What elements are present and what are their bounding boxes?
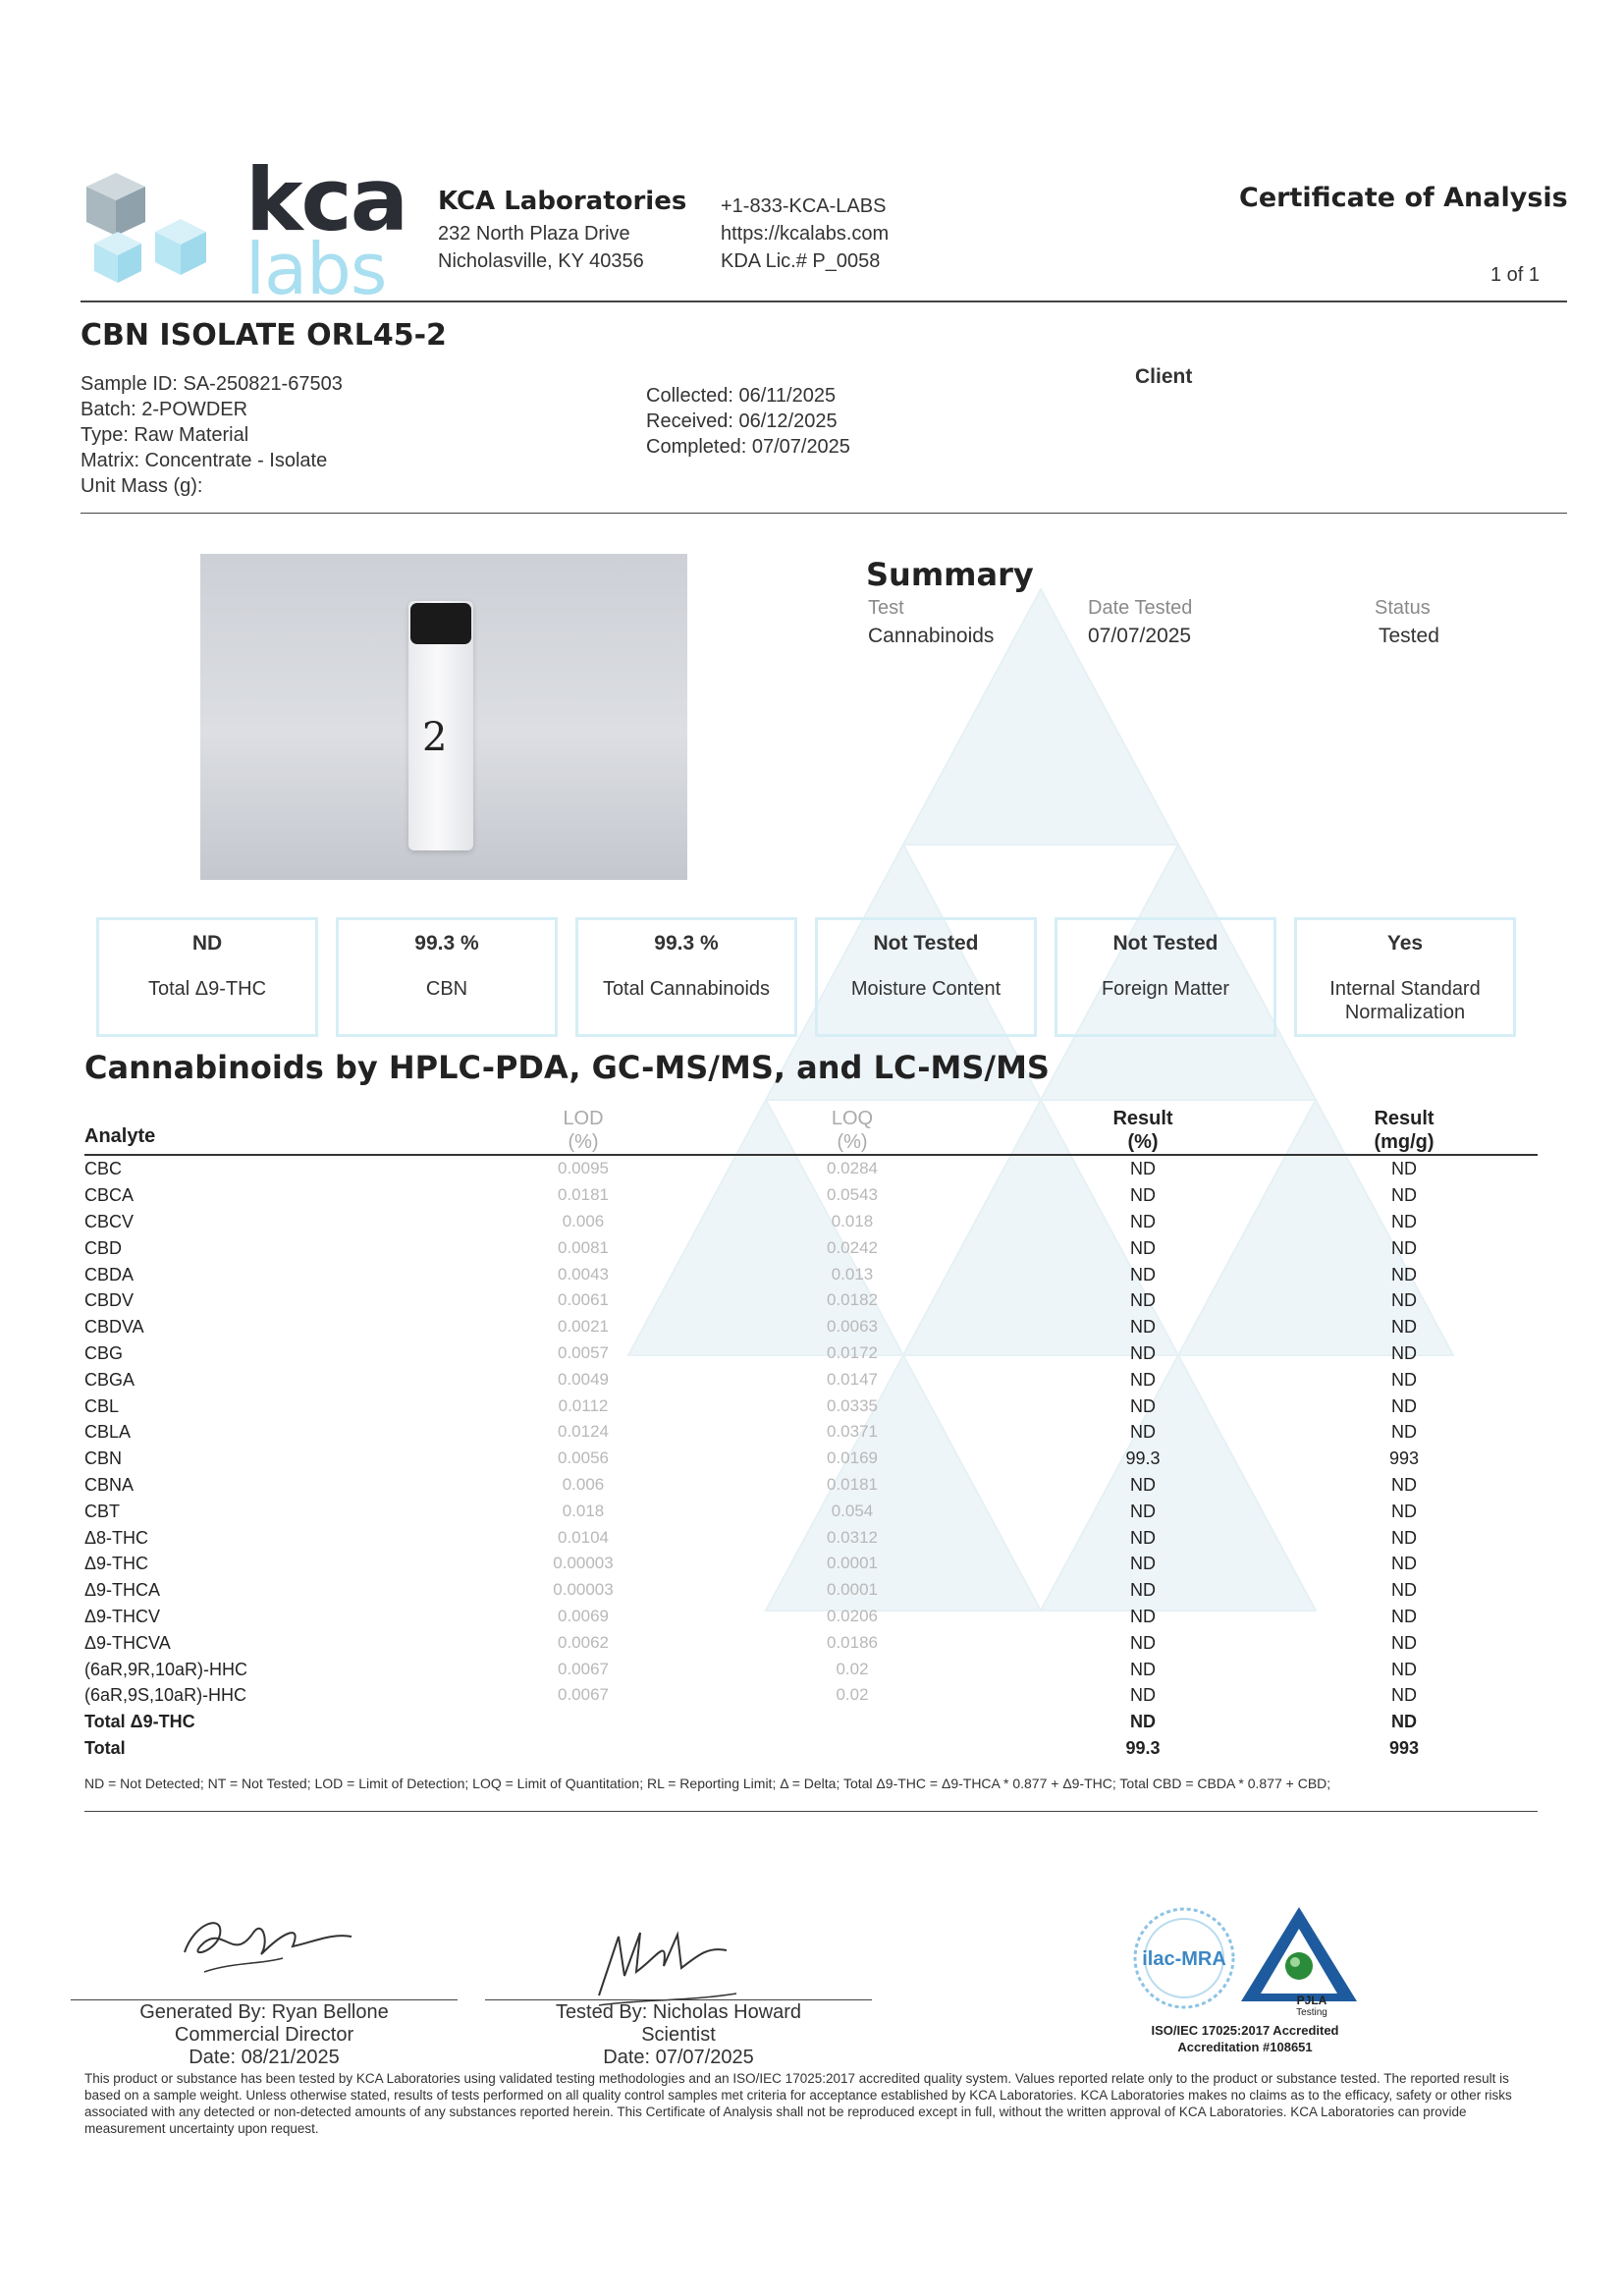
analyte-cell: Δ9-THC bbox=[84, 1554, 149, 1574]
result-box-internal-standard bbox=[1294, 917, 1516, 1037]
result-pct-cell: ND bbox=[1130, 1580, 1156, 1601]
analyte-cell: Δ9-THCVA bbox=[84, 1632, 171, 1653]
result-pct-cell: ND bbox=[1130, 1317, 1156, 1338]
table-row bbox=[84, 1340, 1538, 1367]
loq-cell: 0.0242 bbox=[827, 1237, 878, 1257]
lab-name: KCA Laboratories bbox=[438, 187, 687, 216]
signer2-title: Scientist bbox=[641, 2024, 716, 2046]
cannabinoids-section-title: Cannabinoids by HPLC-PDA, GC-MS/MS, and LC-MS/MS bbox=[84, 1049, 1050, 1086]
result-mg-cell: ND bbox=[1391, 1395, 1417, 1416]
result-box-label: CBN bbox=[425, 978, 468, 1000]
header-result-pct bbox=[1015, 1107, 1271, 1155]
table-row bbox=[84, 1551, 1538, 1577]
pjla-text: PJLA bbox=[1296, 1994, 1327, 2007]
analyte-cell: CBDV bbox=[84, 1290, 135, 1311]
ilac-mra-text: ilac-MRA bbox=[1142, 1948, 1226, 1970]
table-row bbox=[84, 1182, 1538, 1209]
summary-status: Tested bbox=[1379, 625, 1439, 647]
kca-cubes-logo-icon bbox=[57, 165, 224, 293]
table-row bbox=[84, 1498, 1538, 1524]
result-mg-cell: ND bbox=[1391, 1369, 1417, 1390]
header-loq-label: LOQ bbox=[831, 1108, 874, 1129]
loq-cell: 0.0001 bbox=[827, 1554, 878, 1573]
table-row bbox=[84, 1656, 1538, 1682]
loq-cell: 0.02 bbox=[836, 1659, 869, 1678]
table-row bbox=[84, 1366, 1538, 1393]
footnote-rule bbox=[84, 1811, 1538, 1812]
vial-label-mark: 2 bbox=[422, 715, 448, 760]
result-box-value: ND bbox=[191, 932, 223, 955]
lod-cell: 0.0062 bbox=[558, 1632, 609, 1652]
result-pct-cell: ND bbox=[1130, 1395, 1156, 1416]
table-row bbox=[84, 1234, 1538, 1261]
lod-cell: 0.00003 bbox=[553, 1580, 614, 1600]
lod-cell: 0.0061 bbox=[558, 1290, 609, 1310]
result-mg-cell: ND bbox=[1391, 1342, 1417, 1363]
table-row bbox=[84, 1577, 1538, 1604]
lod-cell bbox=[477, 1709, 689, 1735]
loq-cell: 0.018 bbox=[831, 1211, 874, 1230]
result-mg-cell: ND bbox=[1391, 1659, 1417, 1679]
header-result-mg-label: Result bbox=[1374, 1108, 1435, 1129]
result-box-label: Total Δ9-THC bbox=[147, 978, 267, 1000]
iso-accredited-text: ISO/IEC 17025:2017 Accredited bbox=[1151, 2023, 1339, 2038]
loq-cell: 0.0206 bbox=[827, 1606, 878, 1625]
table-row bbox=[84, 1261, 1538, 1287]
result-box-value: Not Tested bbox=[873, 932, 979, 955]
lab-license: KDA Lic.# P_0058 bbox=[721, 250, 881, 272]
result-box-foreign-matter bbox=[1055, 917, 1276, 1037]
sample-rule bbox=[81, 513, 1567, 514]
loq-cell: 0.0181 bbox=[827, 1474, 878, 1494]
loq-cell: 0.0172 bbox=[827, 1342, 878, 1362]
loq-cell: 0.0312 bbox=[827, 1527, 878, 1547]
analyte-cell: CBC bbox=[84, 1159, 123, 1179]
analyte-cell: CBDVA bbox=[84, 1317, 144, 1338]
result-mg-cell: ND bbox=[1391, 1554, 1417, 1574]
lod-cell: 0.0069 bbox=[558, 1606, 609, 1625]
result-box-value: 99.3 % bbox=[654, 932, 719, 955]
analyte-cell: CBDA bbox=[84, 1264, 135, 1284]
page-number: 1 of 1 bbox=[1490, 264, 1541, 286]
result-mg-cell: ND bbox=[1391, 1211, 1417, 1231]
loq-cell: 0.0147 bbox=[827, 1369, 878, 1389]
result-pct-cell: ND bbox=[1130, 1659, 1156, 1679]
result-mg-cell: ND bbox=[1391, 1422, 1417, 1443]
signer2-date: Date: 07/07/2025 bbox=[603, 2047, 754, 2068]
result-mg-cell: ND bbox=[1391, 1237, 1417, 1258]
analyte-cell: CBD bbox=[84, 1237, 123, 1258]
header-result-mg-unit: (mg/g) bbox=[1374, 1131, 1435, 1153]
header-analyte: Analyte bbox=[84, 1125, 156, 1147]
loq-cell bbox=[689, 1709, 1015, 1735]
result-mg-cell: ND bbox=[1391, 1685, 1417, 1706]
table-row bbox=[84, 1629, 1538, 1656]
header-result-pct-unit: (%) bbox=[1127, 1131, 1159, 1153]
lod-cell: 0.0056 bbox=[558, 1448, 609, 1468]
logo-wordmark-labs: labs bbox=[245, 228, 387, 310]
result-box-label: Internal Standard Normalization bbox=[1329, 978, 1481, 1023]
lod-cell: 0.0095 bbox=[558, 1159, 609, 1178]
result-mg-cell: ND bbox=[1391, 1606, 1417, 1626]
loq-cell: 0.0335 bbox=[827, 1395, 878, 1415]
analyte-cell: CBCV bbox=[84, 1211, 135, 1231]
lab-phone: +1-833-KCA-LABS bbox=[721, 195, 887, 217]
signer2-name: Tested By: Nicholas Howard bbox=[555, 2001, 802, 2023]
result-mg-cell: ND bbox=[1391, 1501, 1417, 1521]
result-pct-cell: ND bbox=[1130, 1632, 1156, 1653]
lod-cell: 0.0104 bbox=[558, 1527, 609, 1547]
analyte-cell: (6aR,9S,10aR)-HHC bbox=[84, 1685, 247, 1706]
accreditation-number: Accreditation #108651 bbox=[1177, 2040, 1313, 2054]
analyte-cell: CBGA bbox=[84, 1369, 135, 1390]
lod-cell: 0.0124 bbox=[558, 1422, 609, 1442]
header-loq bbox=[689, 1107, 1015, 1155]
signature-ryan-bellone bbox=[165, 1903, 361, 1982]
result-pct-cell: ND bbox=[1130, 1554, 1156, 1574]
loq-cell: 0.0063 bbox=[827, 1317, 878, 1337]
analyte-cell: (6aR,9R,10aR)-HHC bbox=[84, 1659, 248, 1679]
result-pct-cell: ND bbox=[1130, 1237, 1156, 1258]
lod-cell: 0.0021 bbox=[558, 1317, 609, 1337]
signer1-name: Generated By: Ryan Bellone bbox=[139, 2001, 389, 2023]
result-pct-cell: ND bbox=[1130, 1422, 1156, 1443]
result-pct-cell: ND bbox=[1130, 1264, 1156, 1284]
table-total-row bbox=[84, 1709, 1538, 1735]
result-box-value: Yes bbox=[1386, 932, 1424, 955]
analyte-cell: Total bbox=[84, 1737, 126, 1758]
header-result-mg bbox=[1271, 1107, 1538, 1155]
result-mg-cell: ND bbox=[1391, 1527, 1417, 1548]
summary-col-test: Test bbox=[868, 597, 904, 619]
result-pct-cell: ND bbox=[1130, 1290, 1156, 1311]
result-mg-cell: 993 bbox=[1388, 1737, 1420, 1758]
sample-title: CBN ISOLATE ORL45-2 bbox=[81, 318, 447, 353]
result-mg-cell: ND bbox=[1391, 1185, 1417, 1206]
analyte-cell: Δ9-THCV bbox=[84, 1606, 161, 1626]
table-row bbox=[84, 1393, 1538, 1419]
lod-cell: 0.0049 bbox=[558, 1369, 609, 1389]
result-pct-cell: ND bbox=[1130, 1342, 1156, 1363]
result-box-cbn bbox=[336, 917, 558, 1037]
cannabinoid-results-table bbox=[84, 1107, 1538, 1761]
loq-cell: 0.0371 bbox=[827, 1422, 878, 1442]
lod-cell: 0.0081 bbox=[558, 1237, 609, 1257]
analyte-cell: Δ9-THCA bbox=[84, 1580, 161, 1601]
result-pct-cell: ND bbox=[1130, 1712, 1156, 1732]
summary-title: Summary bbox=[866, 556, 1034, 593]
loq-cell: 0.0543 bbox=[827, 1185, 878, 1205]
received-date: Received: 06/12/2025 bbox=[646, 410, 838, 432]
vial-cap bbox=[410, 603, 471, 644]
table-row bbox=[84, 1604, 1538, 1630]
header-lod-label: LOD bbox=[563, 1108, 604, 1129]
table-total-row bbox=[84, 1735, 1538, 1762]
sample-batch: Batch: 2-POWDER bbox=[81, 399, 248, 420]
summary-test: Cannabinoids bbox=[868, 625, 995, 647]
lod-cell: 0.0112 bbox=[558, 1395, 609, 1415]
loq-cell: 0.0001 bbox=[827, 1580, 878, 1600]
result-pct-cell: ND bbox=[1130, 1185, 1156, 1206]
signer1-title: Commercial Director bbox=[174, 2024, 354, 2046]
analyte-cell: CBCA bbox=[84, 1185, 135, 1206]
signature-line-1 bbox=[71, 1999, 458, 2000]
lod-cell: 0.0043 bbox=[558, 1264, 609, 1284]
result-pct-cell: ND bbox=[1130, 1474, 1156, 1495]
table-row bbox=[84, 1155, 1538, 1182]
table-row bbox=[84, 1524, 1538, 1551]
pjla-subtext: Testing bbox=[1296, 2007, 1327, 2018]
header-result-pct-label: Result bbox=[1112, 1108, 1173, 1129]
result-box-moisture bbox=[815, 917, 1037, 1037]
lod-cell: 0.0067 bbox=[558, 1659, 609, 1678]
loq-cell bbox=[689, 1735, 1015, 1762]
analyte-cell: CBNA bbox=[84, 1474, 135, 1495]
loq-cell: 0.0182 bbox=[827, 1290, 878, 1310]
loq-cell: 0.0186 bbox=[827, 1632, 878, 1652]
result-pct-cell: 99.3 bbox=[1125, 1737, 1161, 1758]
result-pct-cell: ND bbox=[1130, 1501, 1156, 1521]
analyte-cell: Total Δ9-THC bbox=[84, 1712, 195, 1732]
result-pct-cell: ND bbox=[1130, 1369, 1156, 1390]
result-mg-cell: ND bbox=[1391, 1159, 1417, 1179]
table-row bbox=[84, 1314, 1538, 1340]
table-row bbox=[84, 1472, 1538, 1499]
header-lod bbox=[477, 1107, 689, 1155]
table-footnote: ND = Not Detected; NT = Not Tested; LOD = Limit of Detection; LOQ = Limit of Quantitation; RL = Reporting Limit; Δ = Delta; Total Δ9-THC = Δ9-THCA * 0.877 + Δ9-THC; Total CBD = CBDA * 0.877 + CBD; bbox=[84, 1776, 1331, 1791]
sample-matrix: Matrix: Concentrate - Isolate bbox=[81, 450, 328, 471]
table-row bbox=[84, 1287, 1538, 1314]
lod-cell: 0.018 bbox=[562, 1501, 605, 1520]
signature-line-2 bbox=[485, 1999, 872, 2000]
summary-col-status: Status bbox=[1375, 597, 1431, 619]
logo-wordmark-kca: kca bbox=[245, 149, 407, 250]
loq-cell: 0.054 bbox=[831, 1501, 874, 1520]
result-mg-cell: ND bbox=[1391, 1712, 1417, 1732]
loq-cell: 0.02 bbox=[836, 1685, 869, 1705]
result-pct-cell: ND bbox=[1130, 1606, 1156, 1626]
result-box-total-cannabinoids bbox=[575, 917, 797, 1037]
result-box-total-d9-thc bbox=[96, 917, 318, 1037]
header-rule bbox=[81, 301, 1567, 302]
result-box-label: Moisture Content bbox=[850, 978, 1001, 1000]
loq-cell: 0.013 bbox=[831, 1264, 874, 1284]
result-pct-cell: ND bbox=[1130, 1685, 1156, 1706]
table-row bbox=[84, 1209, 1538, 1235]
lod-cell: 0.0181 bbox=[558, 1185, 609, 1205]
result-box-value: Not Tested bbox=[1112, 932, 1218, 955]
result-pct-cell: ND bbox=[1130, 1527, 1156, 1548]
summary-col-date: Date Tested bbox=[1088, 597, 1193, 619]
sample-type: Type: Raw Material bbox=[81, 424, 249, 446]
lod-cell: 0.006 bbox=[562, 1211, 605, 1230]
result-mg-cell: ND bbox=[1391, 1632, 1417, 1653]
analyte-cell: CBN bbox=[84, 1448, 123, 1469]
result-pct-cell: ND bbox=[1130, 1159, 1156, 1179]
loq-cell: 0.0169 bbox=[827, 1448, 878, 1468]
analyte-cell: CBT bbox=[84, 1501, 120, 1521]
loq-cell: 0.0284 bbox=[827, 1159, 878, 1178]
analyte-cell: CBLA bbox=[84, 1422, 132, 1443]
lab-address-line2: Nicholasville, KY 40356 bbox=[438, 250, 644, 272]
sample-unit-mass: Unit Mass (g): bbox=[81, 475, 203, 497]
signature-nicholas-howard bbox=[579, 1917, 795, 2015]
result-box-label: Total Cannabinoids bbox=[602, 978, 771, 1000]
summary-date: 07/07/2025 bbox=[1088, 625, 1192, 647]
completed-date: Completed: 07/07/2025 bbox=[646, 436, 850, 458]
result-mg-cell: ND bbox=[1391, 1580, 1417, 1601]
header-lod-unit: (%) bbox=[568, 1131, 599, 1153]
result-mg-cell: ND bbox=[1391, 1474, 1417, 1495]
client-label: Client bbox=[1135, 365, 1193, 388]
signer1-date: Date: 08/21/2025 bbox=[189, 2047, 340, 2068]
lab-website: https://kcalabs.com bbox=[721, 223, 890, 245]
result-mg-cell: ND bbox=[1391, 1264, 1417, 1284]
sample-photo bbox=[200, 554, 687, 880]
analyte-cell: CBL bbox=[84, 1395, 120, 1416]
table-header-row bbox=[84, 1107, 1538, 1155]
table-row bbox=[84, 1682, 1538, 1709]
disclaimer-text: This product or substance has been tested by KCA Laboratories using validated testing methodologies and an ISO/IEC 17025:2017 accredited quality system. Values reported relate only to the product or substance tested. The reported result is based on a sample weight. Unless otherwise stated, results of tests performed on all quality control samples met criteria for acceptance established by KCA Laboratories. KCA Laboratories makes no claims as to the efficacy, safety or other risks associated with any detected or non-detected amounts of any substances reported herein. This Certificate of Analysis shall not be reproduced except in full, without the written approval of KCA Laboratories. KCA Laboratories can provide measurement uncertainty upon request. bbox=[84, 2071, 1512, 2136]
result-box-label: Foreign Matter bbox=[1101, 978, 1230, 1000]
sample-id: Sample ID: SA-250821-67503 bbox=[81, 373, 343, 395]
result-mg-cell: ND bbox=[1391, 1317, 1417, 1338]
analyte-cell: Δ8-THC bbox=[84, 1527, 149, 1548]
lab-address-line1: 232 North Plaza Drive bbox=[438, 223, 630, 245]
table-row bbox=[84, 1419, 1538, 1446]
lod-cell: 0.0057 bbox=[558, 1342, 609, 1362]
lod-cell: 0.00003 bbox=[553, 1554, 614, 1573]
header-loq-unit: (%) bbox=[837, 1131, 868, 1153]
document-title: Certificate of Analysis bbox=[1239, 183, 1568, 213]
analyte-cell: CBG bbox=[84, 1342, 124, 1363]
result-pct-cell: ND bbox=[1130, 1211, 1156, 1231]
table-body bbox=[84, 1155, 1538, 1761]
result-pct-cell: 99.3 bbox=[1125, 1448, 1161, 1469]
lod-cell: 0.006 bbox=[562, 1474, 605, 1494]
result-box-value: 99.3 % bbox=[414, 932, 479, 955]
collected-date: Collected: 06/11/2025 bbox=[646, 385, 837, 407]
lod-cell: 0.0067 bbox=[558, 1685, 609, 1705]
result-mg-cell: ND bbox=[1391, 1290, 1417, 1311]
result-mg-cell: 993 bbox=[1388, 1448, 1420, 1469]
table-row bbox=[84, 1446, 1538, 1472]
lod-cell bbox=[477, 1735, 689, 1762]
